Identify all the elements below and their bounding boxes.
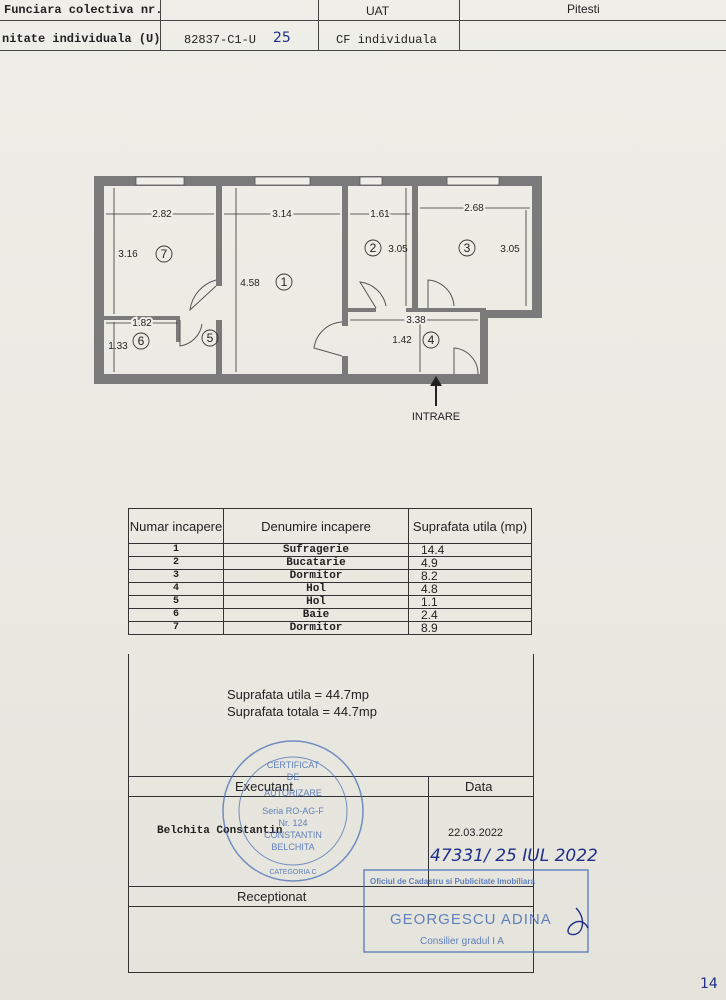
- stamp-line: DE: [286, 772, 300, 782]
- room-2-width: 1.61: [370, 209, 390, 220]
- table-row: [129, 544, 532, 557]
- room-4-number: 4: [427, 333, 435, 347]
- room-1-width: 3.14: [272, 209, 292, 220]
- room-6-width: 1.82: [132, 318, 152, 329]
- stamp-line: Seria RO-AG-F: [262, 806, 324, 816]
- row-num: 3: [129, 570, 224, 583]
- room-markers: [133, 240, 475, 349]
- row-area: 4.9: [409, 557, 532, 570]
- doors: [180, 280, 478, 374]
- stamp-line: CATEGORIA C: [269, 869, 317, 876]
- row-area: 4.8: [409, 583, 532, 596]
- table-row: [129, 596, 532, 609]
- unit-id-handwritten: 25: [273, 30, 291, 46]
- table-row: [129, 622, 532, 635]
- row-area: 2.4: [409, 609, 532, 622]
- row-name: Sufragerie: [224, 544, 409, 557]
- stamp-office: Oficiul de Cadastru si Publicitate Imobiliara: [370, 877, 535, 886]
- floor-plan: [90, 170, 550, 430]
- row-area: 1.1: [409, 596, 532, 609]
- room-7-number: 7: [160, 247, 168, 261]
- row-num: 4: [129, 583, 224, 596]
- col-area-header: Suprafata utila (mp): [409, 509, 532, 544]
- room-4-width: 3.38: [406, 315, 426, 326]
- ocpi-stamp: [362, 868, 590, 954]
- stamp-line: CERTIFICAT: [266, 760, 320, 770]
- row-num: 2: [129, 557, 224, 570]
- room-3-number: 3: [463, 241, 471, 255]
- row-num: 6: [129, 609, 224, 622]
- room-2-length: 3.05: [388, 244, 408, 255]
- room-7-length: 3.16: [118, 249, 138, 260]
- room-7-width: 2.82: [152, 209, 172, 220]
- stamp-line: BELCHITA: [271, 842, 315, 852]
- room-3-width: 2.68: [464, 203, 484, 214]
- funciara-label: Funciara colectiva nr.: [4, 3, 163, 17]
- row-num: 5: [129, 596, 224, 609]
- useful-surface: Suprafata utila = 44.7mp: [227, 687, 370, 702]
- row-num: 7: [129, 622, 224, 635]
- executant-label: Executant: [235, 779, 293, 794]
- table-row: [129, 557, 532, 570]
- stamp-line: AUTORIZARE: [264, 788, 322, 798]
- stamp-line: CONSTANTIN: [264, 830, 322, 840]
- receptionat-label: Receptionat: [237, 889, 307, 904]
- authorization-stamp: [220, 738, 366, 884]
- uat-value: Pitesti: [567, 2, 600, 16]
- rooms-table: [128, 508, 532, 635]
- row-name: Hol: [224, 596, 409, 609]
- row-name: Hol: [224, 583, 409, 596]
- stamp-name: GEORGESCU ADINA: [390, 911, 552, 928]
- row-area: 8.9: [409, 622, 532, 635]
- row-name: Dormitor: [224, 570, 409, 583]
- page-number: 14: [700, 976, 718, 992]
- date-label: Data: [465, 779, 493, 794]
- table-row: [129, 583, 532, 596]
- stamp-title: Consilier gradul I A: [420, 936, 504, 947]
- header-table: [0, 0, 726, 52]
- table-row: [129, 570, 532, 583]
- entrance-label: INTRARE: [411, 411, 461, 423]
- row-num: 1: [129, 544, 224, 557]
- registration-handwritten: 47331/ 25 IUL 2022: [430, 846, 598, 866]
- cf-individuala-label: CF individuala: [336, 33, 437, 47]
- unitate-label: nitate individuala (U): [2, 32, 161, 46]
- room-1-number: 1: [280, 275, 288, 289]
- date-value: 22.03.2022: [448, 827, 504, 839]
- stamp-line: Nr. 124: [278, 818, 308, 828]
- room-6-length: 1.33: [108, 341, 128, 352]
- uat-label: UAT: [366, 4, 390, 18]
- room-4-length: 1.42: [392, 335, 412, 346]
- row-area: 14.4: [409, 544, 532, 557]
- unit-id-value: 82837-C1-U: [184, 33, 257, 47]
- room-5-number: 5: [206, 331, 214, 345]
- col-num-header: Numar incapere: [129, 509, 224, 544]
- room-3-length: 3.05: [500, 244, 520, 255]
- row-name: Bucatarie: [224, 557, 409, 570]
- row-area: 8.2: [409, 570, 532, 583]
- room-2-number: 2: [369, 241, 377, 255]
- table-row: [129, 609, 532, 622]
- room-1-length: 4.58: [240, 278, 260, 289]
- row-name: Dormitor: [224, 622, 409, 635]
- room-6-number: 6: [137, 334, 145, 348]
- executant-name: Belchita Constantin: [157, 825, 283, 837]
- total-surface: Suprafata totala = 44.7mp: [227, 704, 377, 719]
- row-name: Baie: [224, 609, 409, 622]
- col-name-header: Denumire incapere: [224, 509, 409, 544]
